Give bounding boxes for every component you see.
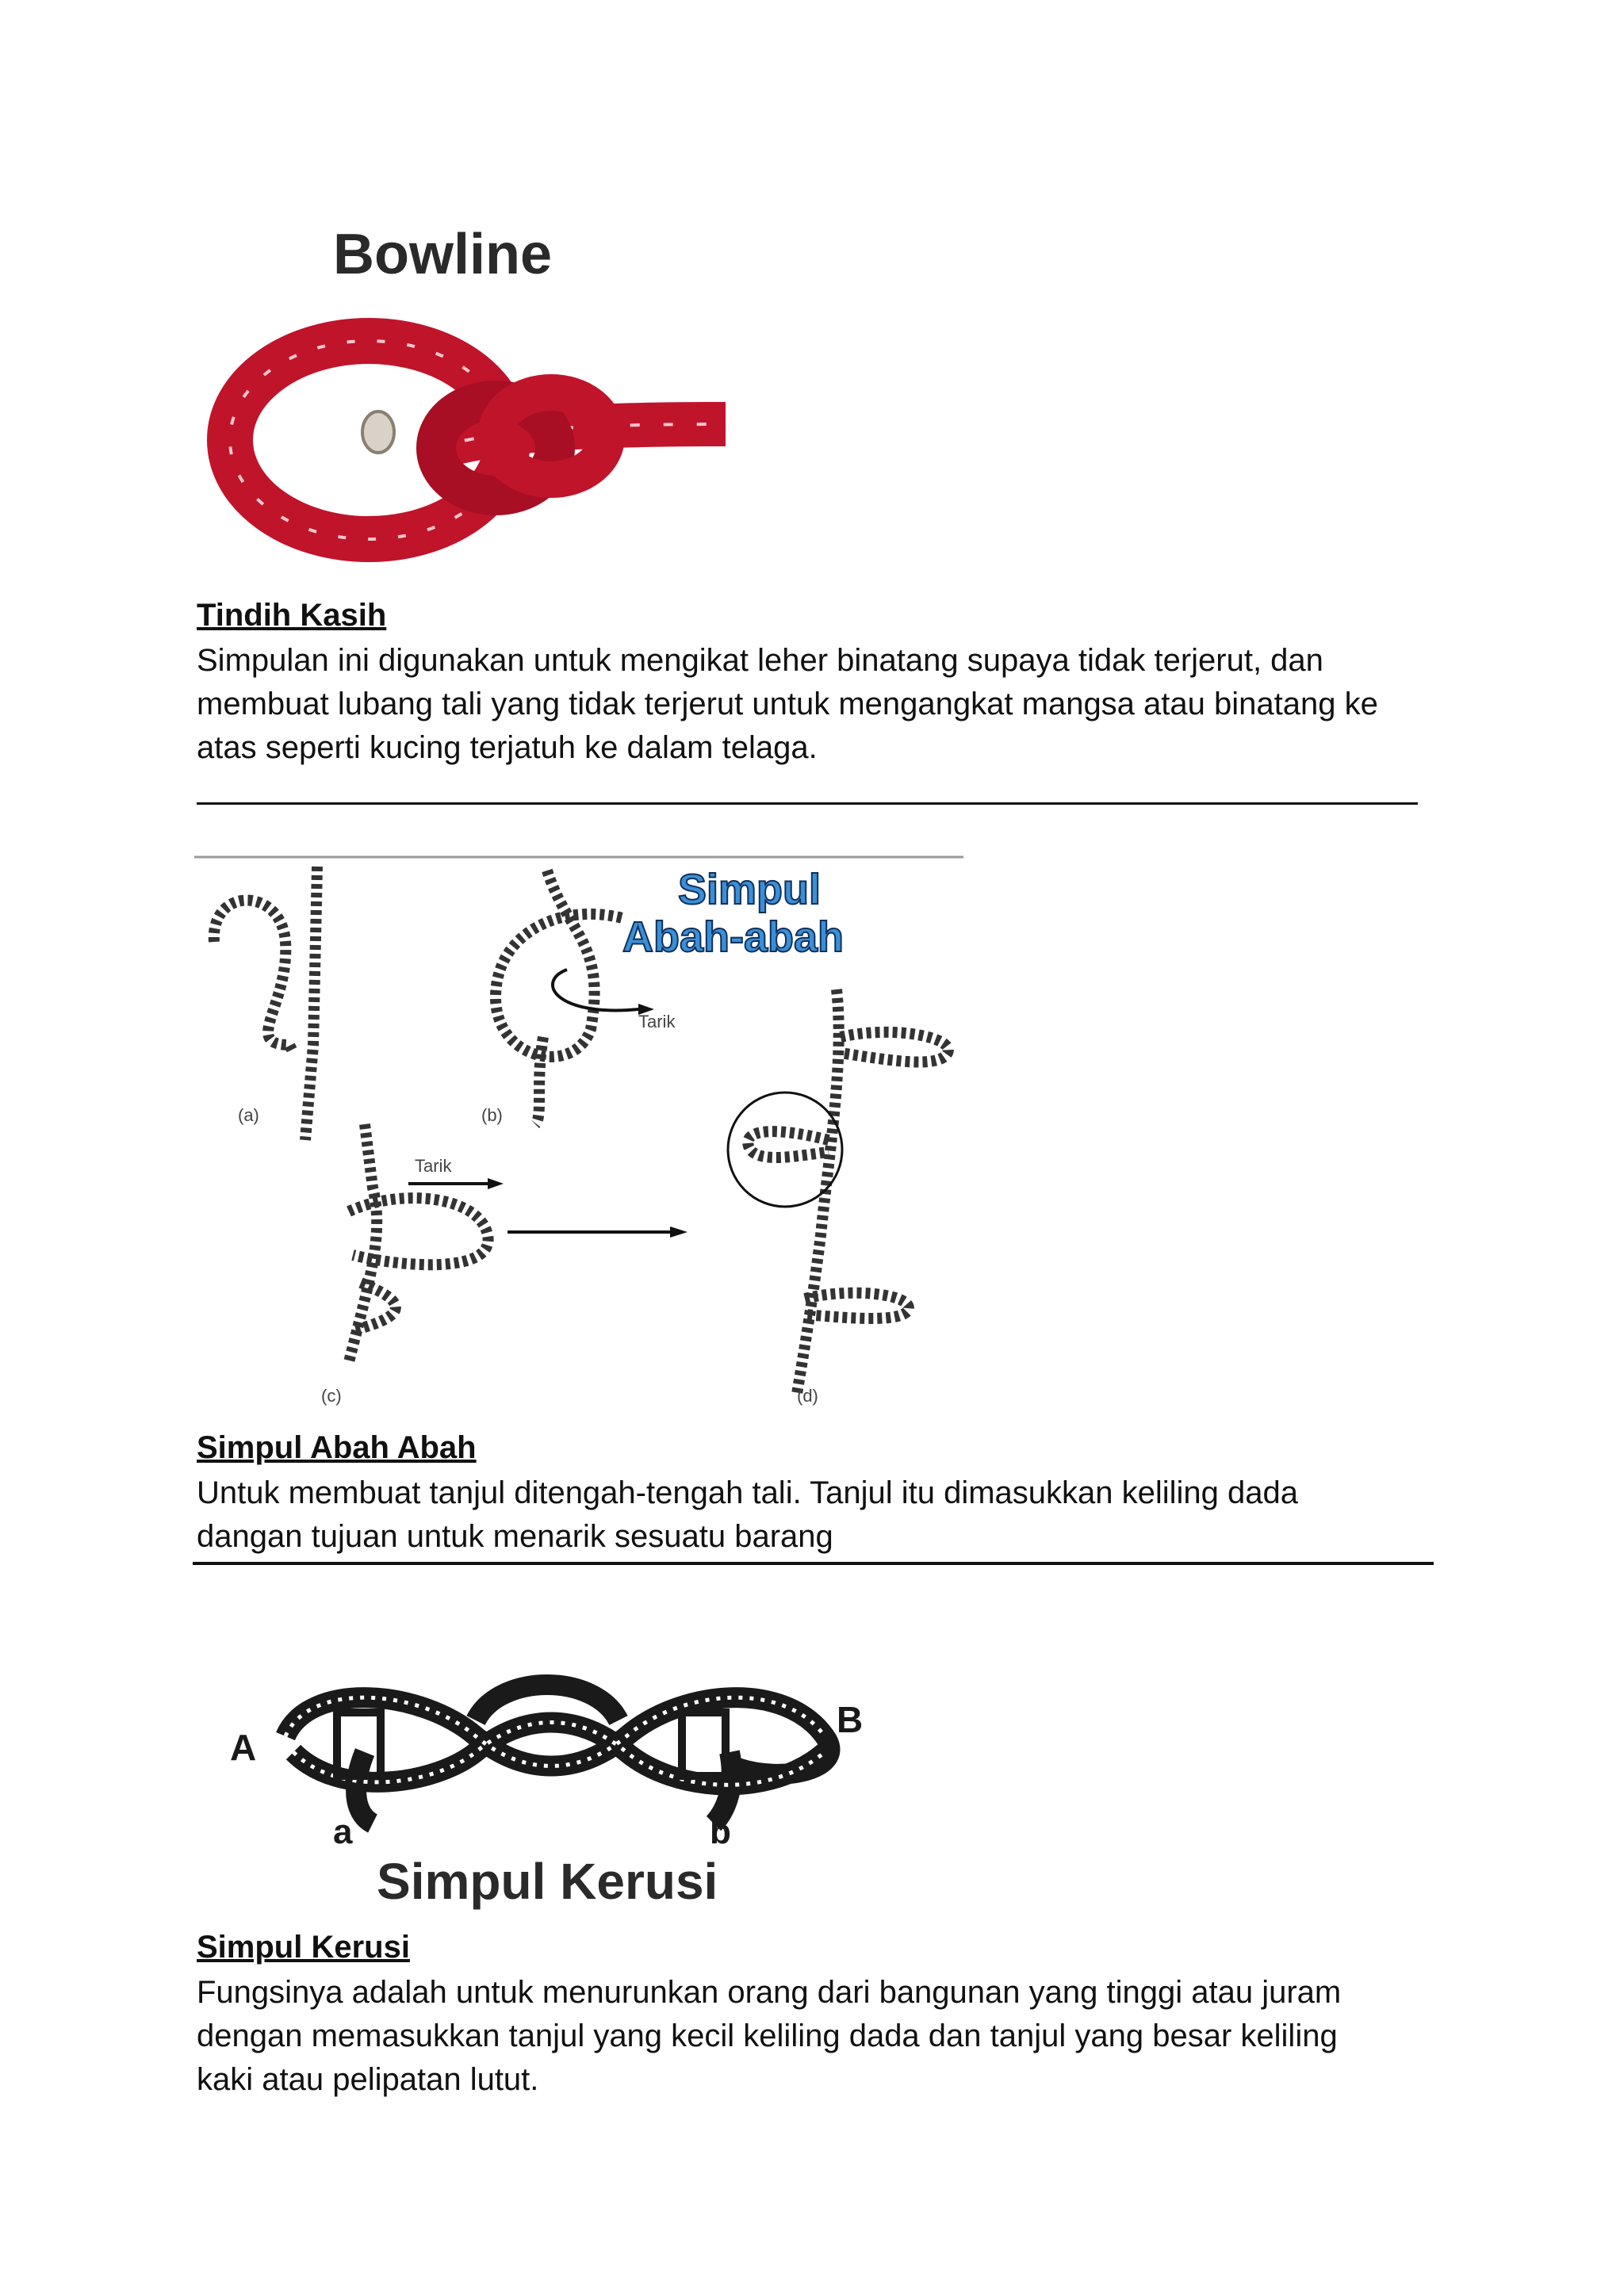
text-line: membuat lubang tali yang tidak terjerut untuk mengangkat mangsa atau binatang ke bbox=[197, 687, 1378, 721]
kerusi-end-label-a: a bbox=[333, 1812, 353, 1851]
bowline-rope-end bbox=[362, 411, 394, 453]
text-line: Simpulan ini digunakan untuk mengikat leher binatang supaya tidak terjerut, dan bbox=[197, 643, 1323, 678]
section-text-simpul-abah-abah bbox=[197, 1471, 1434, 1559]
text-line: kaki atau pelipatan lutut. bbox=[197, 2062, 539, 2097]
bowline-image-title: Bowline bbox=[333, 223, 553, 286]
step-label-d: (d) bbox=[797, 1386, 818, 1406]
transition-arrowhead bbox=[670, 1226, 688, 1238]
step-a-rope bbox=[214, 867, 317, 1140]
text-line: dangan tujuan untuk menarik sesuatu barang bbox=[197, 1519, 833, 1554]
abah-abah-title-line1: Simpul bbox=[678, 866, 822, 913]
step-label-a: (a) bbox=[238, 1105, 259, 1125]
step-label-c: (c) bbox=[321, 1386, 342, 1406]
text-line: atas seperti kucing terjatuh ke dalam telaga. bbox=[197, 730, 818, 765]
abah-abah-title-line2: Abah-abah bbox=[622, 913, 845, 961]
section-text-tindih-kasih bbox=[197, 639, 1434, 770]
step-b-pull-label: Tarik bbox=[638, 1012, 676, 1031]
section-heading-simpul-abah-abah: Simpul Abah Abah bbox=[197, 1430, 477, 1465]
bowline-standing-part bbox=[432, 424, 726, 448]
abah-abah-steps-illustration bbox=[194, 855, 963, 1410]
kerusi-end-label-b: b bbox=[710, 1812, 731, 1851]
kerusi-right-wrap bbox=[682, 1712, 726, 1776]
step-label-b: (b) bbox=[481, 1105, 503, 1125]
section-heading-tindih-kasih: Tindih Kasih bbox=[197, 598, 387, 633]
kerusi-knot-illustration bbox=[214, 1625, 888, 1919]
step-c-arrowhead bbox=[488, 1178, 504, 1189]
divider-line bbox=[193, 1562, 1434, 1565]
bowline-knot-illustration bbox=[194, 210, 726, 583]
kerusi-figure bbox=[214, 1625, 888, 1919]
text-line: Fungsinya adalah untuk menurunkan orang dari bangunan yang tinggi atau juram bbox=[197, 1975, 1342, 2010]
section-text-simpul-kerusi bbox=[197, 1971, 1434, 2102]
section-heading-simpul-kerusi: Simpul Kerusi bbox=[197, 1930, 410, 1965]
kerusi-rope bbox=[285, 1685, 830, 1823]
bowline-figure bbox=[194, 210, 726, 583]
kerusi-image-title: Simpul Kerusi bbox=[377, 1853, 718, 1910]
step-c-pull-label: Tarik bbox=[415, 1156, 452, 1176]
abah-abah-figure bbox=[194, 855, 963, 1410]
kerusi-end-label-A: A bbox=[230, 1727, 257, 1768]
step-d-rope bbox=[748, 989, 948, 1394]
divider-line bbox=[197, 802, 1418, 805]
kerusi-end-label-B: B bbox=[837, 1699, 864, 1740]
text-line: Untuk membuat tanjul ditengah-tengah tali. Tanjul itu dimasukkan keliling dada bbox=[197, 1475, 1299, 1510]
text-line: dengan memasukkan tanjul yang kecil keliling dada dan tanjul yang besar keliling bbox=[197, 2019, 1338, 2053]
